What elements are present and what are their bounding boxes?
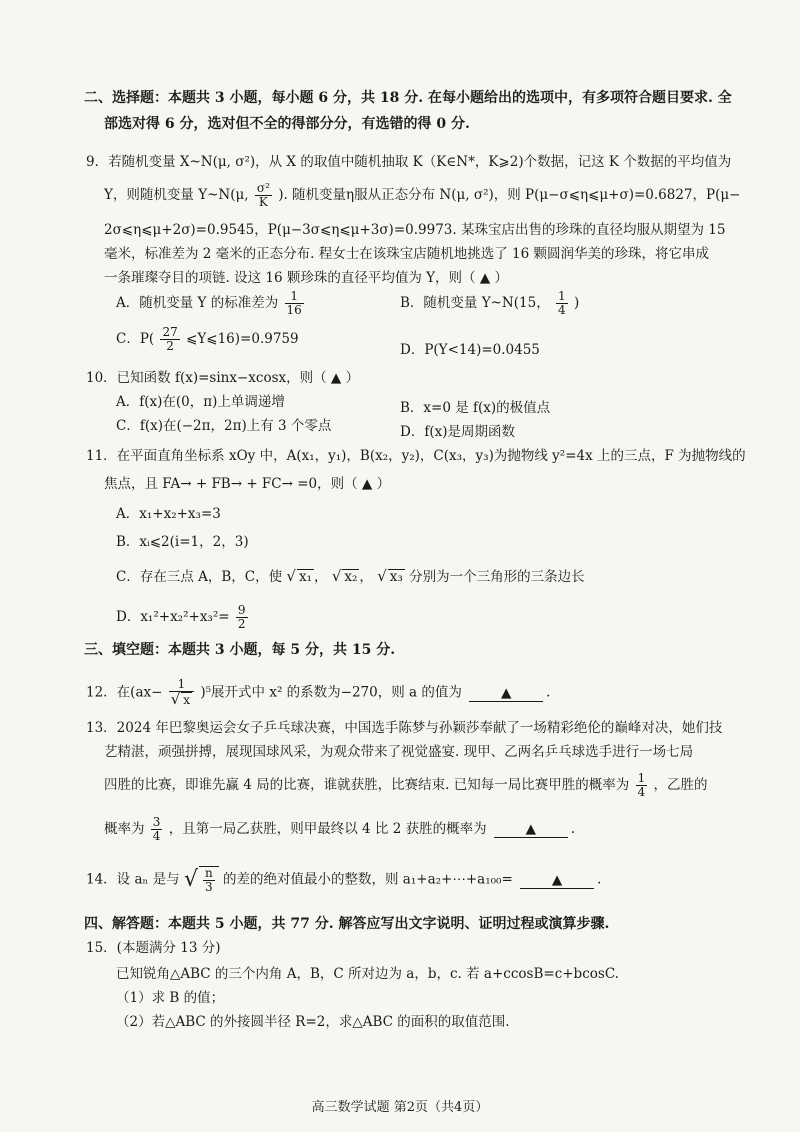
frac-numerator: 1 xyxy=(558,289,566,303)
q9-line4: 毫米，标准差为 2 毫米的正态分布. 程女士在该珠宝店随机地挑选了 16 颗圆润华美的珍珠，将它串成 xyxy=(104,246,710,262)
q12-line xyxy=(86,678,550,708)
q11-option-c-text: C．存在三点 A，B，C，使 xyxy=(116,569,283,585)
q15-heading: 15．(本题满分 13 分) xyxy=(86,940,221,956)
q14-line xyxy=(86,866,601,894)
q9-line5: 一条璀璨夺目的项链. 设这 16 颗珍珠的直径平均值为 Y，则（ ▲ ） xyxy=(104,270,509,286)
frac-numerator: 3 xyxy=(152,815,161,829)
sqrt-symbol-icon: √ xyxy=(377,567,387,585)
q14-n-over-3-fraction xyxy=(203,867,215,894)
q9-option-c-fraction xyxy=(160,326,179,353)
q9-line3: 2σ⩽η⩽μ+2σ)=0.9545，P(μ−3σ⩽η⩽μ+3σ)=0.9973. 某珠宝店出售的珍珠的直径均服从期望为 15 xyxy=(104,222,726,238)
q9-option-b-text: B．随机变量 Y~N(15， xyxy=(400,295,550,311)
q14-text-pre: 14．设 aₙ 是与 xyxy=(86,871,180,888)
q13-p-yi-fraction xyxy=(151,816,163,843)
q13-line2: 艺精湛，顽强拼搏，展现国球风采，为观众带来了视觉盛宴. 现甲、乙两名乒乓球选手进行一场七局 xyxy=(104,744,694,760)
frac-numerator: 9 xyxy=(237,603,246,617)
q9-option-c-text: C．P( xyxy=(116,331,155,347)
triangle-marker-icon: ▲ xyxy=(525,821,537,837)
q13-line4-text: 概率为 xyxy=(104,821,145,837)
sqrt-symbol-icon: √ xyxy=(170,690,181,708)
q15-part1: （1）求 B 的值； xyxy=(116,990,225,1006)
sqrt-x2: x₂ xyxy=(344,569,358,585)
q10-stem: 10．已知函数 f(x)=sinx−xcosx，则（ ▲ ） xyxy=(86,370,360,386)
q13-p-jia-fraction xyxy=(636,772,648,799)
q10-option-b: B．x=0 是 f(x)的极值点 xyxy=(400,400,551,416)
frac-numerator: σ² xyxy=(256,181,270,195)
frac-denominator: 2 xyxy=(237,617,246,631)
q11-option-d-text: D．x₁²+x₂²+x₃²= xyxy=(116,609,230,625)
section-4-header: 四、解答题：本题共 5 小题，共 77 分. 解答应写出文字说明、证明过程或演算步骤. xyxy=(84,916,610,932)
q9-line2-b: ). 随机变量η服从正态分布 N(μ, σ²)，则 P(μ−σ⩽η⩽μ+σ)=0.6827，P(μ− xyxy=(278,187,741,203)
frac-denominator: K xyxy=(258,195,268,209)
q13-period: . xyxy=(570,821,576,837)
q15-part2: （2）若△ABC 的外接圆半径 R=2，求△ABC 的面积的取值范围. xyxy=(116,1014,510,1030)
frac-denominator: 4 xyxy=(152,829,161,843)
q10-option-d: D．f(x)是周期函数 xyxy=(400,424,515,440)
frac-denominator: 4 xyxy=(558,303,566,317)
q11-line2: 焦点，且 FA→ + FB→ + FC→ =0，则（ ▲ ） xyxy=(104,476,391,492)
frac-denominator: 2 xyxy=(166,339,174,353)
q11-line1: 11．在平面直角坐标系 xOy 中，A(x₁，y₁)，B(x₂，y₂)，C(x₃，y₃)为抛物线 y²=4x 上的三点，F 为抛物线的 xyxy=(86,448,746,464)
triangle-marker-icon: ▲ xyxy=(500,684,512,701)
frac-denominator: 16 xyxy=(286,303,302,317)
q9-option-a xyxy=(116,290,306,317)
frac-numerator: 1 xyxy=(285,290,304,304)
q11-option-b: B．xᵢ⩽2(i=1，2，3) xyxy=(116,534,249,550)
q14-period: . xyxy=(597,871,602,888)
page-footer: 高三数学试题 第2页（共4页） xyxy=(311,1100,489,1115)
q12-text-post: )⁵展开式中 x² 的系数为−270，则 a 的值为 xyxy=(200,684,462,701)
q9-option-a-fraction xyxy=(285,290,304,317)
q13-line4-rest: ，且第一局乙获胜，则甲最终以 4 比 2 获胜的概率为 xyxy=(168,821,487,837)
q9-option-b-close: ) xyxy=(573,295,580,311)
q11-option-c: C．存在三点 A，B，C，使 √ x₁ ， √ x₂ ， √ x₃ 分别为一个三角形的三条边长 xyxy=(116,567,585,585)
q15-line1: 已知锐角△ABC 的三个内角 A，B，C 所对边为 a，b，c. 若 a+ccosB=c+bcosC. xyxy=(116,966,619,982)
q9-line2-a: Y，则随机变量 Y~N(μ, xyxy=(104,187,249,203)
sqrt-symbol-icon: √ xyxy=(183,867,198,892)
q12-fraction xyxy=(169,678,194,708)
q14-text-post: 的差的绝对值最小的整数，则 a₁+a₂+⋯+a₁₀₀= xyxy=(223,871,513,888)
section-2-header-line1: 二、选择题：本题共 3 小题，每小题 6 分，共 18 分. 在每小题给出的选项中，有多项符合题目要求. 全 xyxy=(84,90,732,106)
q9-option-b-fraction xyxy=(556,290,568,317)
triangle-marker-icon: ▲ xyxy=(551,871,563,888)
q9-option-c xyxy=(116,326,299,353)
q13-line3 xyxy=(104,772,708,799)
q13-line4 xyxy=(104,816,575,843)
q13-line1: 13．2024 年巴黎奥运会女子乒乓球决赛，中国选手陈梦与孙颖莎奉献了一场精彩绝伦的巅峰对决，她们技 xyxy=(86,720,723,736)
q9-line2 xyxy=(104,182,740,209)
q10-option-c: C．f(x)在(−2π，2π)上有 3 个零点 xyxy=(116,418,332,434)
sqrt-symbol-icon: √ xyxy=(286,567,296,585)
frac-numerator: 1 xyxy=(637,771,646,785)
q9-option-a-text: A．随机变量 Y 的标准差为 xyxy=(116,295,279,311)
q12-text-pre: 12．在(ax− xyxy=(86,684,163,701)
q12-answer-blank xyxy=(469,685,543,702)
q9-sigma-over-k-fraction xyxy=(255,182,272,209)
sqrt-symbol-icon: √ xyxy=(331,567,342,585)
q11-option-a: A．x₁+x₂+x₃=3 xyxy=(116,506,221,522)
q14-radicand xyxy=(199,866,219,894)
frac-denominator: 4 xyxy=(637,785,646,799)
sqrt-x3: x₃ xyxy=(389,569,403,585)
q9-option-d: D．P(Y<14)=0.0455 xyxy=(400,342,540,358)
section-2-header-line2: 部选对得 6 分，选对但不全的得部分分，有选错的得 0 分. xyxy=(104,116,470,132)
section-3-header: 三、填空题：本题共 3 小题，每 5 分，共 15 分. xyxy=(84,642,396,658)
q12-period: . xyxy=(546,684,551,701)
q11-option-c-rest: 分别为一个三角形的三条边长 xyxy=(409,569,585,585)
q14-answer-blank xyxy=(520,872,594,889)
q11-option-d-fraction xyxy=(236,604,248,631)
q10-option-a: A．f(x)在(0，π)上单调递增 xyxy=(116,394,285,410)
frac-numerator: 27 xyxy=(162,325,178,339)
q13-line3-rest: ，乙胜的 xyxy=(653,777,708,793)
q13-line3-text: 四胜的比赛，即谁先赢 4 局的比赛，谁就获胜，比赛结束. 已知每一局比赛甲胜的概率为 xyxy=(104,777,630,793)
q9-line1: 9．若随机变量 X~N(μ, σ²)，从 X 的取值中随机抽取 K（K∈N*，K⩾2)个数据，记这 K 个数据的平均值为 xyxy=(86,154,732,170)
frac-denominator xyxy=(169,692,194,708)
sqrt-x: x xyxy=(183,693,191,707)
q13-answer-blank xyxy=(494,821,568,838)
frac-numerator: 1 xyxy=(169,678,194,692)
q9-option-b xyxy=(400,290,579,317)
frac-numerator: n xyxy=(204,866,213,880)
q11-option-d xyxy=(116,604,250,631)
sqrt-x1: x₁ xyxy=(298,569,313,585)
frac-denominator: 3 xyxy=(205,880,213,894)
q9-option-c-rest: ⩽Y⩽16)=0.9759 xyxy=(186,331,299,347)
